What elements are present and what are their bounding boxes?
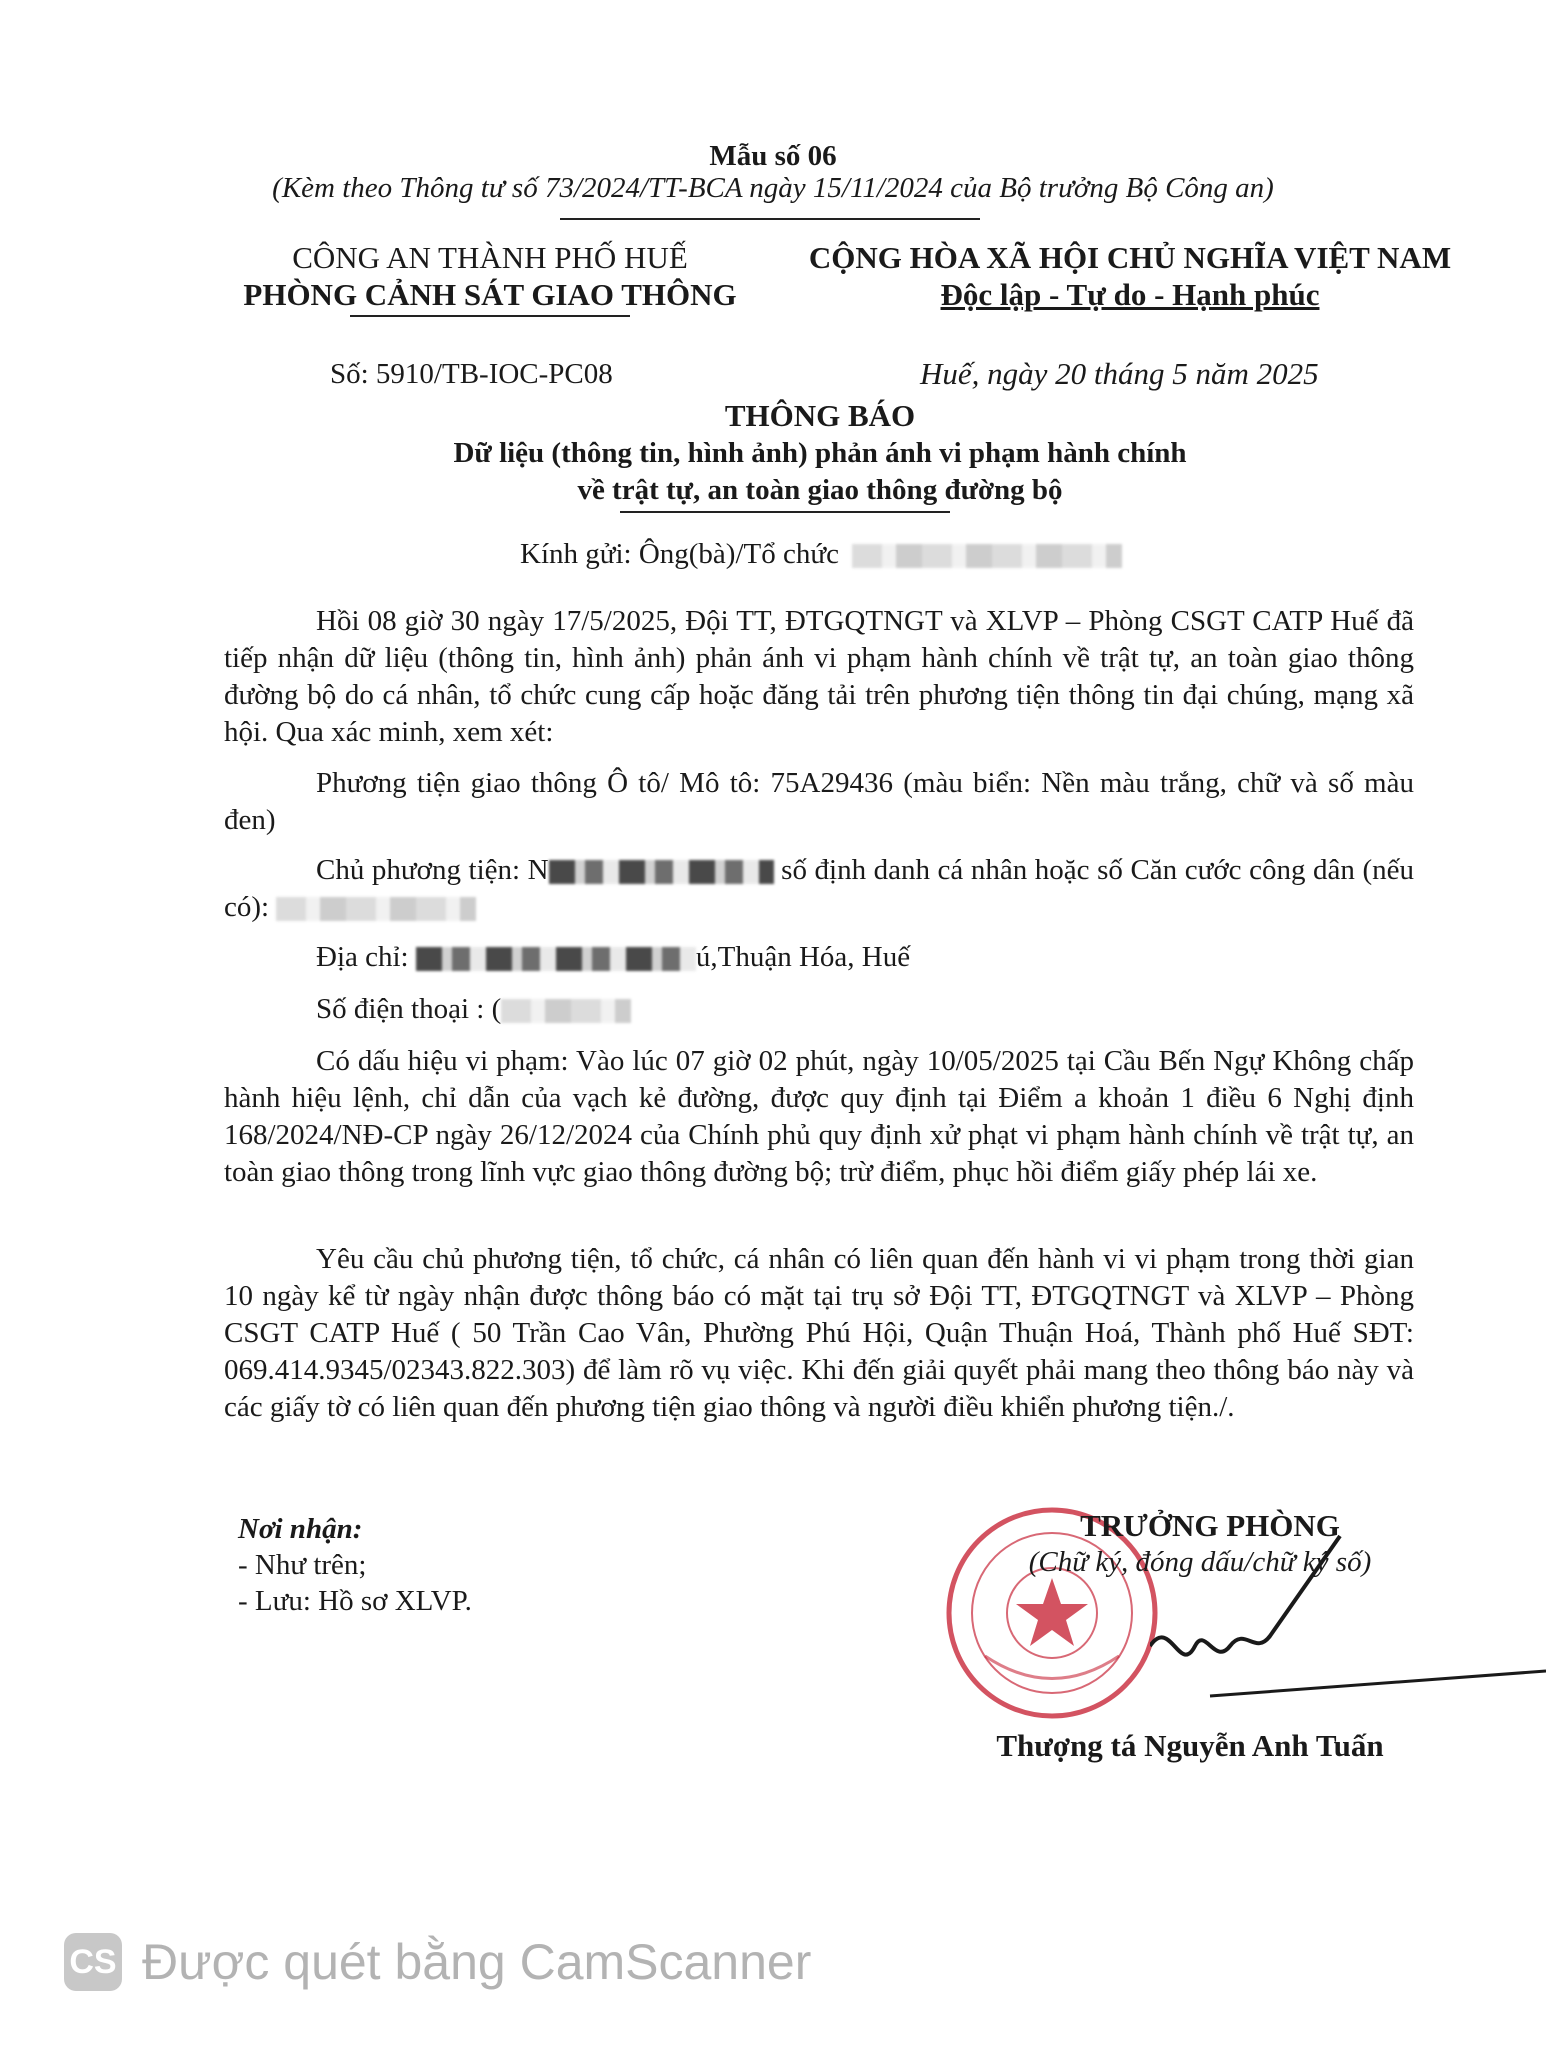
paragraph-received: [224, 603, 1414, 751]
camscanner-logo-icon: CS: [64, 1933, 122, 1991]
doc-subtitle-1: Dữ liệu (thông tin, hình ảnh) phản ánh vi phạm hành chính: [453, 437, 1187, 469]
doc-title: THÔNG BÁO: [724, 398, 916, 433]
agency-line2: PHÒNG CẢNH SÁT GIAO THÔNG: [243, 277, 737, 312]
redacted-address: [416, 947, 696, 971]
address-label: Địa chỉ:: [316, 941, 416, 973]
signer-name: Thượng tá Nguyễn Anh Tuấn: [996, 1728, 1384, 1763]
nation-line2: Độc lập - Tự do - Hạnh phúc: [940, 277, 1320, 312]
paragraph-violation: [224, 1043, 1414, 1191]
paragraph-address: [224, 939, 1414, 976]
attachment-note: (Kèm theo Thông tư số 73/2024/TT-BCA ngày 15/11/2024 của Bộ trưởng Bộ Công an): [272, 172, 1274, 204]
doc-number: Số: 5910/TB-IOC-PC08: [330, 358, 613, 390]
camscanner-watermark: [64, 1928, 811, 1996]
title-underline: [620, 511, 950, 513]
owner-label: Chủ phương tiện:: [316, 854, 528, 886]
redacted-id-number: [276, 897, 476, 921]
paragraph-phone: [224, 991, 1414, 1028]
paragraph-vehicle: [224, 765, 1414, 839]
form-number: Mẫu số 06: [709, 140, 837, 172]
place-date: Huế, ngày 20 tháng 5 năm 2025: [920, 356, 1319, 391]
recipient-label: Kính gửi: Ông(bà)/Tổ chức: [520, 538, 839, 570]
signature-position: TRƯỞNG PHÒNG: [1080, 1508, 1340, 1543]
paragraph-request: [224, 1241, 1414, 1426]
signature-note: (Chữ ký, đóng dấu/chữ ký số): [1028, 1546, 1372, 1578]
redacted-recipient: [852, 544, 1122, 568]
redacted-owner-name: [549, 860, 774, 884]
recipient-line: [520, 538, 1122, 571]
agency-underline: [350, 315, 630, 317]
recipients-item-2: - Lưu: Hồ sơ XLVP.: [238, 1585, 472, 1617]
agency-line1: CÔNG AN THÀNH PHỐ HUẾ: [292, 240, 688, 275]
header-rule: [560, 218, 980, 220]
phone-label: Số điện thoại : (: [316, 993, 502, 1025]
redacted-phone: [501, 999, 631, 1023]
handwritten-signature: [1150, 1506, 1546, 1716]
paragraph-vehicle-text: Phương tiện giao thông Ô tô/ Mô tô: 75A29436 (màu biển: Nền màu trắng, chữ và số màu đen): [224, 767, 1414, 836]
nation-line1: CỘNG HÒA XÃ HỘI CHỦ NGHĨA VIỆT NAM: [808, 240, 1452, 275]
address-suffix: ú,Thuận Hóa, Huế: [695, 941, 911, 973]
camscanner-text: Được quét bằng CamScanner: [142, 1934, 812, 1990]
owner-suffix: số định danh cá nhân hoặc số Căn cước công dân (nếu có):: [224, 854, 1414, 923]
owner-prefix: N: [527, 854, 549, 886]
paragraph-owner: [224, 852, 1414, 926]
recipients-item-1: - Như trên;: [238, 1549, 367, 1581]
paragraph-violation-text: Có dấu hiệu vi phạm: Vào lúc 07 giờ 02 phút, ngày 10/05/2025 tại Cầu Bến Ngự Không chấp hành hiệu lệnh, chỉ dẫn của vạch kẻ đường, được quy định tại Điểm a khoản 1 điều 6 Nghị định 168/2024/NĐ-CP ngày 26/12/2024 của Chính phủ quy định xử phạt vi phạm hành chính về trật tự, an toàn giao thông trong lĩnh vực giao thông đường bộ; trừ điểm, phục hồi điểm giấy phép lái xe.: [224, 1045, 1414, 1188]
paragraph-request-text: Yêu cầu chủ phương tiện, tổ chức, cá nhân có liên quan đến hành vi vi phạm trong thời gian 10 ngày kể từ ngày nhận được thông báo có mặt tại trụ sở Đội TT, ĐTGQTNGT và XLVP – Phòng CSGT CATP Huế ( 50 Trần Cao Vân, Phường Phú Hội, Quận Thuận Hoá, Thành phố Huế SĐT: 069.414.9345/02343.822.303) để làm rõ vụ việc. Khi đến giải quyết phải mang theo thông báo này và các giấy tờ có liên quan đến phương tiện giao thông và người điều khiển phương tiện./.: [224, 1243, 1414, 1423]
recipients-title: Nơi nhận:: [238, 1513, 363, 1545]
doc-subtitle-2: về trật tự, an toàn giao thông đường bộ: [577, 474, 1063, 506]
paragraph-received-text: Hồi 08 giờ 30 ngày 17/5/2025, Đội TT, ĐTGQTNGT và XLVP – Phòng CSGT CATP Huế đã tiếp nhận dữ liệu (thông tin, hình ảnh) phản ánh vi phạm hành chính về trật tự, an toàn giao thông đường bộ do cá nhân, tổ chức cung cấp hoặc đăng tải trên phương tiện thông tin đại chúng, mạng xã hội. Qua xác minh, xem xét:: [224, 605, 1414, 748]
